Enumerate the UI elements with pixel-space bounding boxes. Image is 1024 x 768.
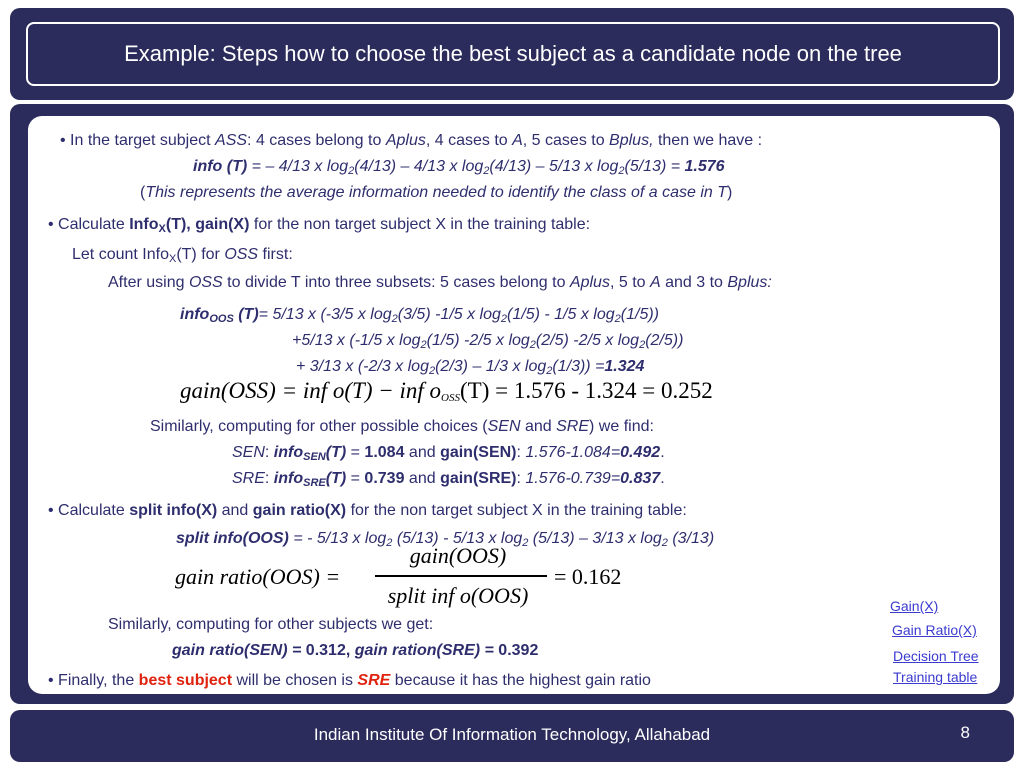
link-decision-tree[interactable]: Decision Tree xyxy=(893,648,979,664)
line-info-oos-2: +5/13 x (-1/5 x $\log_2(1/5)$ -2/5 x $\log_2(2/5)$ -2/5 x $\log_2(2/5)$) xyxy=(292,332,684,351)
title-bar xyxy=(10,8,1014,100)
line-count-info: Let count Info$_X$(T) for OSS first: xyxy=(72,246,293,265)
line-split-info-oos: split info(OOS) = - 5/13 x $\log_2 (5/13) - 5/13$ x $\log_2 (5/13) - 3/13$ x $\log_2 (3/13)$ xyxy=(176,530,715,549)
line-info-t: info (T) = – 4/13 x $\log_2(4/13) - 4/13$ x $\log_2(4/13) - 5/13$ x $\log_2(5/13) = 1.576$ xyxy=(193,158,725,177)
line-info-note: (This represents the average information needed to identify the class of a case in T) xyxy=(140,184,733,201)
link-training-table[interactable]: Training table xyxy=(893,669,978,685)
line-sen-result: SEN: info$_{SEN}$(T) = 1.084 and gain(SEN): 1.576-1.084=0.492. xyxy=(232,444,665,463)
line-similarly-choices: Similarly, computing for other possible choices (SEN and SRE) we find: xyxy=(150,418,654,435)
equation-gain-oss: gain(OSS) = inf o(T) − inf $o_{OSS}(T) = 1.576 - 1.324 = 0.252$ xyxy=(180,378,713,404)
line-calculate-split: • Calculate split info(X) and gain ratio(X) for the non target subject X in the training table: xyxy=(48,502,687,519)
line-target-subject: • In the target subject ASS: 4 cases belong to Aplus, 4 cases to A, 5 cases to Bplus, then we have : xyxy=(60,132,763,149)
link-gain[interactable]: Gain(X) xyxy=(890,598,939,614)
title-frame xyxy=(26,22,1000,86)
line-info-oos-1: info$_{OOS}$ (T)= 5/13 x (-3/5 x $\log_2(3/5)$ -1/5 x $\log_2(1/5) - 1/5$ x $\log_2(1/5)$) xyxy=(180,306,659,325)
line-info-oos-3: + 3/13 x (-2/3 x $\log_2(2/3) - 1/3$ x $\log_2(1/3)) =1.324$ xyxy=(296,358,645,377)
equation-gain-ratio-lhs: gain ratio(OOS) = xyxy=(175,564,341,589)
page-number: 8 xyxy=(960,723,970,742)
footer-bar xyxy=(10,710,1014,762)
equation-gain-ratio-denominator: split inf o(OOS) xyxy=(387,583,529,608)
footer-institute: Indian Institute Of Information Technology, Allahabad xyxy=(313,725,711,744)
line-sre-result: SRE: info$_{SRE}$(T) = 0.739 and gain(SRE): 1.576-0.739=0.837. xyxy=(232,470,665,489)
line-gain-ratio-results: gain ratio(SEN) = 0.312, gain ration(SRE) = 0.392 xyxy=(172,642,539,659)
content-frame xyxy=(10,104,1014,704)
link-gain-ratio[interactable]: Gain Ratio(X) xyxy=(892,622,977,638)
equation-gain-ratio-numerator: gain(OOS) xyxy=(409,543,507,568)
slide-title: Example: Steps how to choose the best subject as a candidate node on the tree xyxy=(124,41,902,66)
slide-content xyxy=(28,116,1000,694)
equation-gain-ratio-rhs: = 0.162 xyxy=(554,564,622,589)
line-similarly-subjects: Similarly, computing for other subjects we get: xyxy=(108,616,434,633)
line-after-oss: After using OSS to divide T into three subsets: 5 cases belong to Aplus, 5 to A and 3 to Bplus: xyxy=(108,274,772,291)
line-final-choice: • Finally, the best subject will be chosen is SRE because it has the highest gain ratio xyxy=(48,672,651,689)
fraction-bar xyxy=(375,575,547,577)
line-calculate-info: • Calculate Info$_X$(T), gain(X) for the non target subject X in the training table: xyxy=(48,216,591,235)
